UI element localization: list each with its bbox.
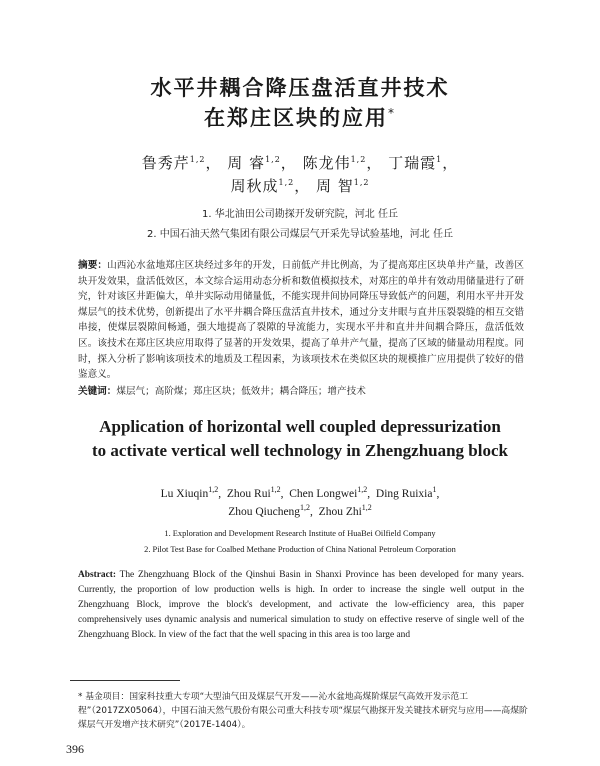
author-affiliation: 1,2 — [278, 178, 295, 187]
abstract-label: 摘要： — [78, 260, 108, 271]
author-name: Zhou Rui — [226, 487, 271, 500]
author-affiliation: 1,2 — [265, 155, 281, 164]
chinese-title-line-1: 水平井耦合降压盘活直井技术 — [150, 76, 450, 100]
english-affiliation-2: 2. Pilot Test Base for Coalbed Methane Production of China National Petroleum Corporation — [144, 545, 456, 554]
author-affiliation: 1 — [436, 155, 443, 164]
chinese-affiliation-2: 2. 中国石油天然气集团有限公司煤层气开采先导试验基地，河北 任丘 — [147, 229, 453, 240]
english-abstract — [78, 568, 524, 643]
chinese-authors-line-1: 鲁秀芹$^{1,2}$， 周 睿$^{1,2}$， 陈龙伟$^{1,2}$， 丁瑞霞$^1$， — [141, 154, 459, 172]
author-name: Ding Ruixia — [375, 487, 433, 500]
abstract-text: 山西沁水盆地郑庄区块经过多年的开发，日前低产井比例高，为了提高郑庄区块单井产量，改善区块开发效果，盘活低效区，本文综合运用动态分析和数值模拟技术，对郑庄的单井有效动用储量进行了研究，针对该区井距偏大，单井实际动用储量低，不能实现井间协同降压导致低产的问题，利用水平井开发煤层气的技术优势，创新提出了水平井耦合降压盘活直井技术，通过分支井眼与直井压裂裂缝的相互交错串接，使煤层裂隙间畅通，强大地提高了裂隙的导流能力，实现水平井和直井井间耦合降压，盘活低效区。该技术在郑庄区块应用取得了显著的开发效果，提高了单井产气量，提高了区域的储量动用程度。同时，探入分析了影响该项技术的地质及工程因素，为该项技术在类似区块的规模推广应用提供了较好的借鉴意义。 — [78, 260, 524, 381]
author-name: 陈龙伟 — [302, 154, 351, 172]
author-name: Lu Xiuqin — [160, 487, 209, 500]
abstract-label: Abstract: — [78, 570, 117, 580]
author-name: 周 睿 — [227, 154, 266, 172]
footnote-text: 基金项目：国家科技重大专项“大型油气田及煤层气开发——沁水盆地高煤阶煤层气高效开发示范工程”（2017ZX05064），中国石油天然气股份有限公司重大科技专项“煤层气勘探开发关键技术研究与应用——高煤阶煤层气开发增产技术研究”（2017E-1404）。 — [78, 692, 528, 730]
author-affiliation: 1 — [432, 485, 437, 494]
english-authors-line-2: Zhou Qiucheng$^{1,2}$, Zhou Zhi$^{1,2}$ — [228, 503, 372, 518]
chinese-title-line-2 — [0, 102, 600, 132]
footnote-mark: * — [78, 692, 83, 702]
keywords-text: 煤层气；高阶煤；郑庄区块；低效井；耦合降压；增产技术 — [116, 386, 366, 397]
author-affiliation: 1,2 — [350, 155, 367, 164]
author-affiliation: 1,2 — [270, 485, 281, 494]
author-affiliation: 1,2 — [208, 485, 219, 494]
footnote-divider — [70, 680, 180, 681]
author-affiliation: 1,2 — [361, 503, 372, 512]
funding-footnote — [78, 690, 528, 732]
page-number: 396 — [66, 742, 84, 756]
author-affiliation: 1,2 — [353, 178, 370, 187]
english-title-line-1: Application of horizontal well coupled depressurization — [99, 417, 501, 436]
author-name: 鲁秀芹 — [141, 154, 190, 172]
english-title-line-2: to activate vertical well technology in Zhengzhuang block — [91, 441, 508, 460]
author-name: Zhou Zhi — [318, 505, 362, 518]
author-affiliation: 1,2 — [189, 155, 206, 164]
chinese-keywords — [78, 383, 524, 397]
english-affiliation-1: 1. Exploration and Development Research Institute of HuaBei Oilfield Company — [164, 529, 436, 538]
chinese-affiliation-1: 1. 华北油田公司勘探开发研究院，河北 任丘 — [202, 209, 398, 220]
author-name: Zhou Qiucheng — [228, 505, 301, 518]
author-name: Chen Longwei — [289, 487, 358, 500]
chinese-abstract — [78, 258, 524, 383]
author-affiliation: 1,2 — [357, 485, 368, 494]
chinese-authors-line-2: 周秋成$^{1,2}$， 周 智$^{1,2}$ — [230, 177, 370, 195]
title-footnote-mark: * — [388, 106, 396, 120]
abstract-text: The Zhengzhuang Block of the Qinshui Basin in Shanxi Province has been developed for many years. Currently, the proportion of low production wells is high. In order to increase the single well output in the Zhengzhuang Block, improve the block's development, and activate the low-efficiency area, this paper comprehensively uses dynamic analysis and numerical simulation to study on effective reserve of single well of the Zhengzhuang Block. In view of the fact that the well spacing in this area is too large and — [78, 570, 524, 640]
author-name: 周秋成 — [230, 177, 279, 195]
chinese-title-line-2-text: 在郑庄区块的应用 — [204, 106, 388, 130]
author-affiliation: 1,2 — [300, 503, 311, 512]
author-name: 周 智 — [316, 177, 354, 195]
author-name: 丁瑞霞 — [388, 154, 437, 172]
keywords-label: 关键词： — [78, 386, 117, 397]
english-authors-line-1: Lu Xiuqin$^{1,2}$, Zhou Rui$^{1,2}$, Chen Longwei$^{1,2}$, Ding Ruixia$^1$, — [160, 485, 440, 500]
